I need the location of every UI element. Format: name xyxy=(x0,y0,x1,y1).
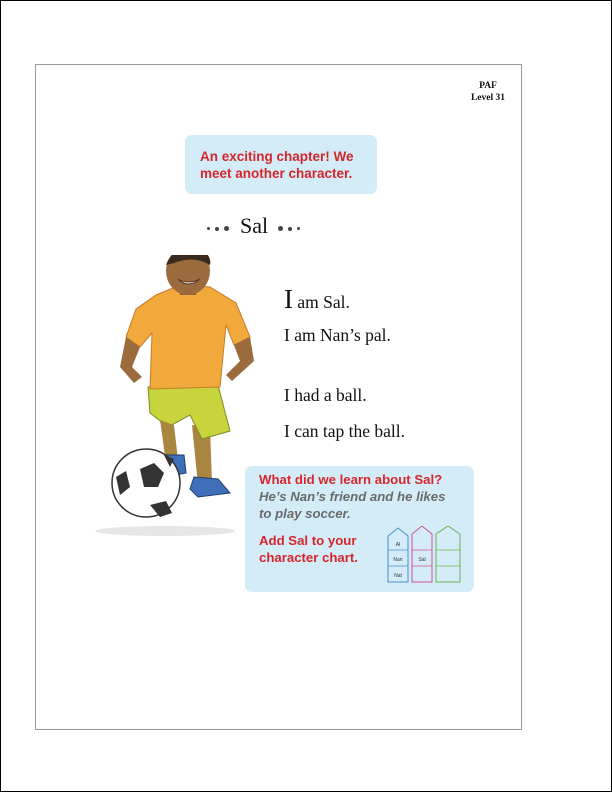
callout-line-1: An exciting chapter! We xyxy=(200,149,354,164)
chart-cell-nat: Nat xyxy=(394,573,402,579)
boy-with-soccer-ball-illustration xyxy=(70,255,260,545)
chart-cell-nan: Nan xyxy=(393,557,403,563)
chart-cell-sal: Sal xyxy=(418,557,426,563)
level-number: Level 31 xyxy=(470,93,505,103)
character-chart-icon xyxy=(386,526,464,584)
story-line-4: I can tap the ball. xyxy=(284,421,405,441)
question-text: What did we learn about Sal? xyxy=(259,472,443,487)
program-name: PAF xyxy=(479,81,497,91)
story-line-1-text: am Sal. xyxy=(293,292,350,312)
callout-line-2: meet another character. xyxy=(200,166,353,181)
chart-cell-al: Al xyxy=(395,542,401,548)
chapter-title-text: Sal xyxy=(240,213,269,238)
book-page xyxy=(35,64,522,730)
comprehension-callout xyxy=(245,466,474,592)
chapter-title xyxy=(202,213,312,241)
instruction-line-2: character chart. xyxy=(259,550,358,565)
answer-line-2: to play soccer. xyxy=(259,506,351,521)
teacher-note-callout xyxy=(185,135,377,194)
instruction-line-1: Add Sal to your xyxy=(259,533,357,548)
drop-cap-initial: I xyxy=(284,284,293,314)
story-line-2: I am Nan’s pal. xyxy=(284,325,391,345)
story-line-3: I had a ball. xyxy=(284,385,367,405)
answer-line-1: He’s Nan’s friend and he likes xyxy=(259,489,446,504)
story-line-1 xyxy=(284,284,350,315)
program-level-label xyxy=(471,80,505,104)
